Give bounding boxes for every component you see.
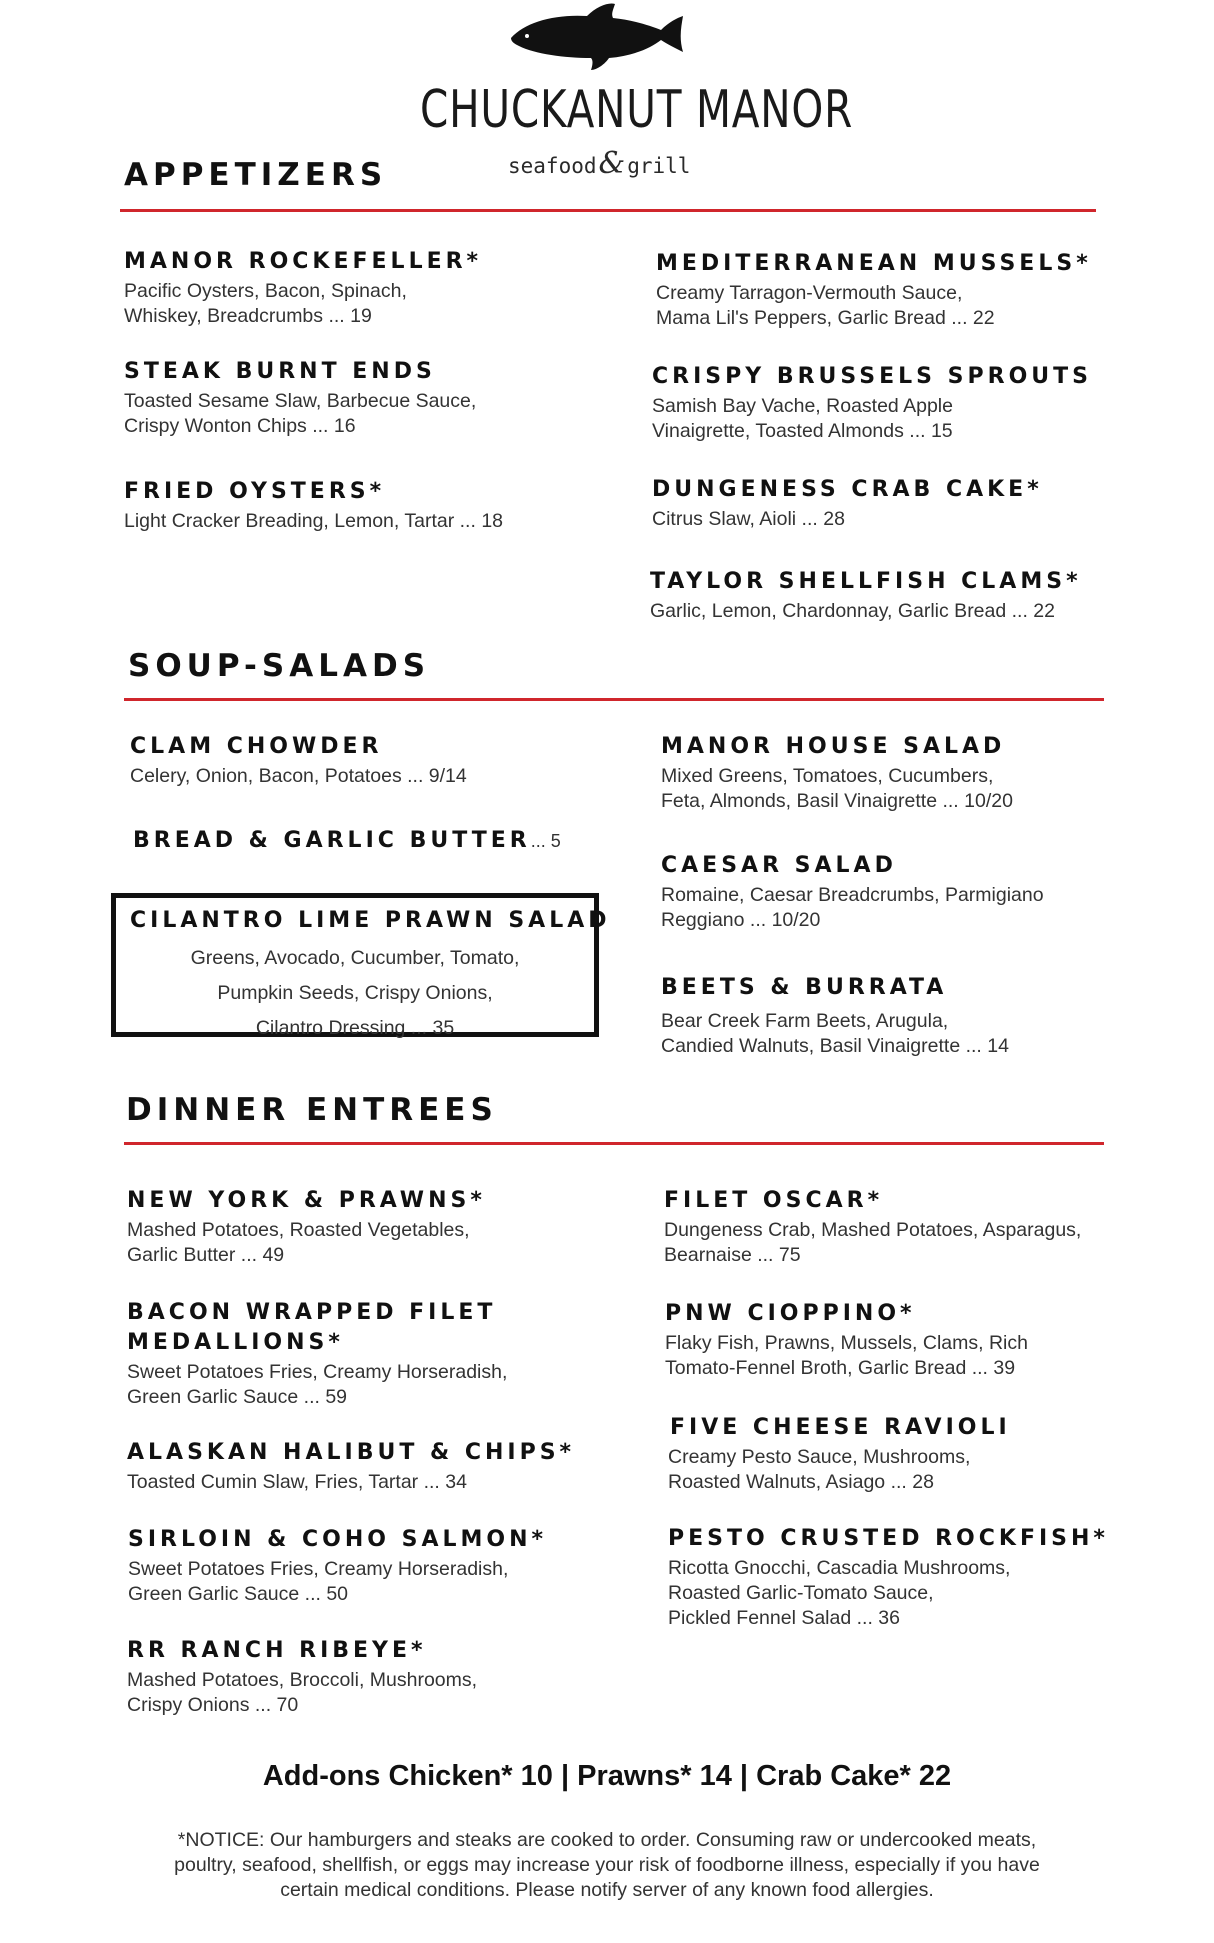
menu-item — [664, 1186, 1124, 1268]
section-divider — [120, 209, 1096, 212]
item-description: Green Garlic Sauce ... 50 — [128, 1583, 349, 1605]
menu-item — [652, 362, 1112, 444]
item-description: Crispy Wonton Chips ... 16 — [124, 415, 356, 437]
menu-item — [124, 357, 584, 439]
menu-item — [670, 1413, 1110, 1495]
item-name — [133, 826, 613, 856]
brand-tagline-left: seafood — [508, 154, 597, 178]
item-description: Vinaigrette, Toasted Almonds ... 15 — [652, 420, 953, 442]
allergy-notice — [120, 1828, 1094, 1903]
menu-item — [130, 732, 590, 789]
item-description: Romaine, Caesar Breadcrumbs, Parmigiano — [661, 884, 1044, 906]
menu-item — [128, 1525, 588, 1607]
notice-line: poultry, seafood, shellfish, or eggs may increase your risk of foodborne illness, especially if you have — [174, 1854, 1040, 1876]
item-name: FIVE CHEESE RAVIOLI — [670, 1415, 1011, 1440]
brand-tagline-right: grill — [627, 154, 691, 178]
item-name: CLAM CHOWDER — [130, 734, 383, 759]
section-divider — [124, 1142, 1104, 1145]
item-description: Flaky Fish, Prawns, Mussels, Clams, Rich — [665, 1332, 1028, 1354]
item-name: PNW CIOPPINO* — [665, 1301, 916, 1326]
item-description: Celery, Onion, Bacon, Potatoes ... 9/14 — [130, 765, 467, 787]
item-description: Pumpkin Seeds, Crispy Onions, — [217, 982, 493, 1004]
item-description: Samish Bay Vache, Roasted Apple — [652, 395, 953, 417]
item-description: Crispy Onions ... 70 — [127, 1694, 299, 1716]
item-name-text: BREAD & GARLIC BUTTER — [133, 828, 531, 853]
item-description: Toasted Sesame Slaw, Barbecue Sauce, — [124, 390, 477, 412]
item-description: Pacific Oysters, Bacon, Spinach, — [124, 280, 407, 302]
item-name: CRISPY BRUSSELS SPROUTS — [652, 364, 1092, 389]
item-description: Mashed Potatoes, Roasted Vegetables, — [127, 1219, 470, 1241]
item-name: FILET OSCAR* — [664, 1188, 884, 1213]
item-description: Tomato-Fennel Broth, Garlic Bread ... 39 — [665, 1357, 1016, 1379]
item-description: Bearnaise ... 75 — [664, 1244, 801, 1266]
item-description: Dungeness Crab, Mashed Potatoes, Asparagus, — [664, 1219, 1082, 1241]
item-description: Whiskey, Breadcrumbs ... 19 — [124, 305, 372, 327]
item-name: DUNGENESS CRAB CAKE* — [652, 477, 1043, 502]
item-name: CAESAR SALAD — [661, 853, 897, 878]
menu-item — [127, 1438, 607, 1495]
menu-item — [661, 973, 1101, 1059]
item-description: Bear Creek Farm Beets, Arugula, — [661, 1010, 949, 1032]
item-name: ALASKAN HALIBUT & CHIPS* — [127, 1440, 576, 1465]
item-description: Roasted Garlic-Tomato Sauce, — [668, 1582, 934, 1604]
item-description: Light Cracker Breading, Lemon, Tartar ... 18 — [124, 510, 504, 532]
item-name: RR RANCH RIBEYE* — [127, 1638, 427, 1663]
notice-line: certain medical conditions. Please notify server of any known food allergies. — [280, 1879, 934, 1901]
item-name: MANOR HOUSE SALAD — [661, 734, 1006, 759]
item-description: Cilantro Dressing ... 35 — [255, 1017, 455, 1039]
menu-item — [665, 1299, 1105, 1381]
item-name: FRIED OYSTERS* — [124, 479, 386, 504]
item-description: Citrus Slaw, Aioli ... 28 — [652, 508, 845, 530]
item-name: STEAK BURNT ENDS — [124, 359, 436, 384]
menu-item — [661, 732, 1101, 814]
brand-name: CHUCKANUT MANOR — [420, 80, 854, 140]
brand-ampersand: & — [598, 146, 626, 181]
item-name: CILANTRO LIME PRAWN SALAD — [130, 908, 611, 933]
brand-tagline — [508, 146, 690, 181]
item-name: PESTO CRUSTED ROCKFISH* — [668, 1526, 1109, 1551]
featured-item-box — [111, 893, 611, 1039]
menu-item — [133, 826, 613, 858]
item-name: BACON WRAPPED FILET MEDALLIONS* — [127, 1300, 497, 1355]
notice-line: *NOTICE: Our hamburgers and steaks are cooked to order. Consuming raw or undercooked meats, — [177, 1829, 1037, 1851]
item-description: Greens, Avocado, Cucumber, Tomato, — [190, 947, 520, 969]
menu-item — [661, 851, 1101, 933]
menu-item — [652, 475, 1112, 532]
item-name: SIRLOIN & COHO SALMON* — [128, 1527, 548, 1552]
section-title-appetizers: APPETIZERS — [124, 157, 388, 193]
item-description: Green Garlic Sauce ... 59 — [127, 1386, 348, 1408]
item-description: Mama Lil's Peppers, Garlic Bread ... 22 — [656, 307, 995, 329]
menu-item — [124, 247, 584, 329]
addons-line: Add-ons Chicken* 10 | Prawns* 14 | Crab Cake* 22 — [262, 1760, 952, 1792]
section-title-soup-salads: SOUP-SALADS — [128, 648, 431, 684]
item-description: Mashed Potatoes, Broccoli, Mushrooms, — [127, 1669, 478, 1691]
item-description: Toasted Cumin Slaw, Fries, Tartar ... 34 — [127, 1471, 467, 1493]
item-description: Creamy Tarragon-Vermouth Sauce, — [656, 282, 963, 304]
item-description: Garlic Butter ... 49 — [127, 1244, 285, 1266]
item-description: Candied Walnuts, Basil Vinaigrette ... 14 — [661, 1035, 1009, 1057]
menu-item — [656, 249, 1116, 331]
salmon-logo-icon — [505, 0, 685, 72]
menu-item — [127, 1186, 587, 1268]
item-name: MEDITERRANEAN MUSSELS* — [656, 251, 1092, 276]
item-name: BEETS & BURRATA — [661, 975, 948, 1000]
item-description: Sweet Potatoes Fries, Creamy Horseradish, — [127, 1361, 508, 1383]
item-description: Ricotta Gnocchi, Cascadia Mushrooms, — [668, 1557, 1011, 1579]
section-title-dinner-entrees: DINNER ENTREES — [126, 1092, 498, 1128]
item-description: Reggiano ... 10/20 — [661, 909, 821, 931]
menu-item — [127, 1298, 557, 1410]
item-description: Garlic, Lemon, Chardonnay, Garlic Bread ... 22 — [650, 600, 1055, 622]
menu-item — [127, 1636, 587, 1718]
section-divider — [124, 698, 1104, 701]
item-name: NEW YORK & PRAWNS* — [127, 1188, 486, 1213]
item-price: ... 5 — [530, 831, 561, 851]
item-name: TAYLOR SHELLFISH CLAMS* — [650, 569, 1082, 594]
item-description: Roasted Walnuts, Asiago ... 28 — [668, 1471, 934, 1493]
item-description: Mixed Greens, Tomatoes, Cucumbers, — [661, 765, 994, 787]
menu-item — [650, 567, 1150, 624]
menu-item — [124, 477, 584, 534]
item-description: Feta, Almonds, Basil Vinaigrette ... 10/20 — [661, 790, 1013, 812]
item-description: Creamy Pesto Sauce, Mushrooms, — [668, 1446, 971, 1468]
item-name: MANOR ROCKEFELLER* — [124, 249, 483, 274]
item-description: Pickled Fennel Salad ... 36 — [668, 1607, 900, 1629]
item-description: Sweet Potatoes Fries, Creamy Horseradish, — [128, 1558, 509, 1580]
menu-item — [668, 1524, 1128, 1631]
